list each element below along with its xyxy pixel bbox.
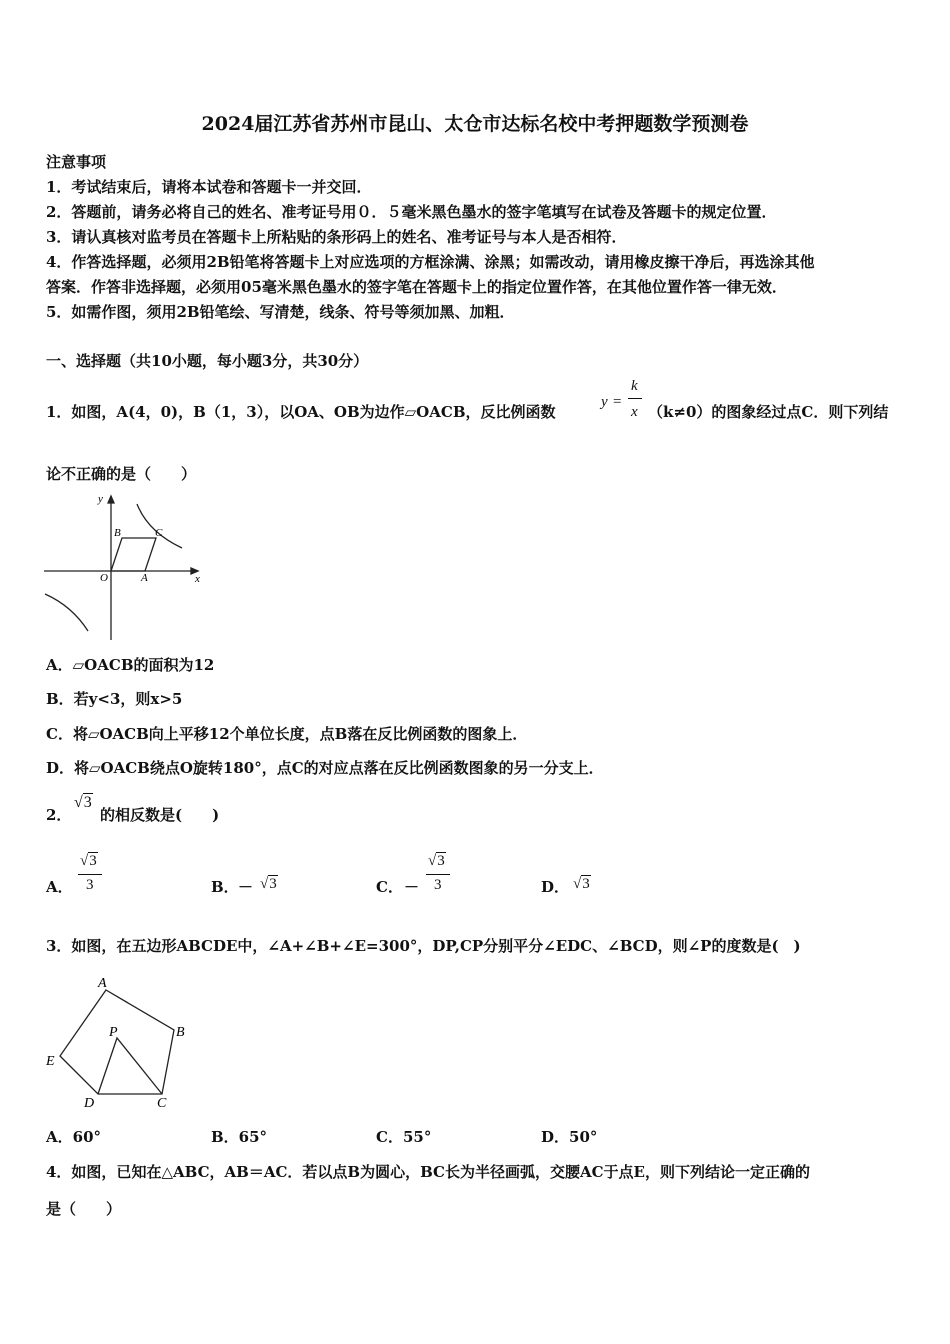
y-axis-arrow (108, 496, 114, 503)
q2-option-b-sign: － (238, 878, 254, 896)
notice-item: 3．请认真核对监考员在答题卡上所粘贴的条形码上的姓名、准考证号与本人是否相符． (46, 228, 627, 246)
q2-number: 2． (46, 806, 72, 824)
label-b: B (114, 527, 121, 539)
q2-option-d-value: √3 (573, 876, 590, 892)
q3-option-b[interactable]: B．65° (211, 1128, 268, 1146)
q2-option-b-label[interactable]: B． (211, 878, 239, 896)
angle-bisectors-dp-cp (98, 1038, 162, 1094)
q1-stem-part2: （k≠0）的图象经过点C．则下列结 (648, 403, 889, 421)
q1-option-b[interactable]: B．若y<3，则x>5 (46, 690, 183, 708)
q1-formula-numerator: k (631, 378, 638, 394)
radical-sign: √ (260, 876, 269, 892)
fraction-bar (426, 874, 450, 875)
label-x: x (195, 573, 200, 585)
radical-sign: √ (74, 794, 83, 811)
q1-formula-y: y (601, 394, 608, 410)
q1-formula-denominator: x (631, 404, 638, 420)
notice-heading: 注意事项 (46, 153, 107, 171)
q2-option-a-label[interactable]: A． (46, 878, 73, 896)
q2-option-a-denominator: 3 (86, 877, 94, 893)
q1-option-c[interactable]: C．将▱OACB向上平移12个单位长度，点B落在反比例函数的图象上． (46, 725, 528, 743)
q2-sqrt (74, 794, 93, 812)
q2-option-b-value: √3 (260, 876, 277, 892)
q1-figure (40, 490, 210, 645)
q3-figure (40, 968, 210, 1113)
hyperbola-branch-1 (137, 504, 182, 548)
q2-option-d-label[interactable]: D． (541, 878, 570, 896)
q1-option-d[interactable]: D．将▱OACB绕点O旋转180°，点C的对应点落在反比例函数图象的另一分支上． (46, 759, 604, 777)
q2-stem: 的相反数是( ) (100, 806, 220, 824)
label-c: C (155, 527, 163, 539)
label-b: B (176, 1025, 185, 1040)
section-heading: 一、选择题（共10小题，每小题3分，共30分） (46, 352, 369, 370)
radical-sign: √ (80, 853, 89, 869)
fraction-bar (78, 874, 102, 875)
q3-option-a[interactable]: A．60° (46, 1128, 102, 1146)
q1-formula-eq: = (613, 394, 622, 410)
q4-stem-line1: 4．如图，已知在△ABC，AB＝AC．若以点B为圆心，BC长为半径画弧，交腰AC于点E，则下列结论一定正确的 (46, 1163, 810, 1181)
radical-sign: √ (428, 853, 437, 869)
label-d: D (84, 1096, 95, 1111)
pentagon-abcde (60, 990, 174, 1094)
radical-sign: √ (573, 876, 582, 892)
label-y: y (98, 493, 103, 505)
q1-formula-fraction-bar (628, 398, 642, 399)
parallelogram-oacb (111, 538, 156, 571)
q2-option-c-numerator: √3 (428, 853, 445, 869)
notice-item: 4．作答选择题，必须用2B铅笔将答题卡上对应选项的方框涂满、涂黑；如需改动，请用橡皮擦干净后，再选涂其他 (46, 253, 815, 271)
q2-option-c-label[interactable]: C． (376, 878, 403, 896)
label-o: O (100, 572, 108, 584)
notice-item: 1．考试结束后，请将本试卷和答题卡一并交回． (46, 178, 372, 196)
q3-stem: 3．如图，在五边形ABCDE中，∠A+∠B+∠E=300°，DP,CP分别平分∠EDC、∠BCD，则∠P的度数是( ) (46, 937, 801, 955)
q2-radicand: 3 (83, 794, 92, 811)
notice-item: 2．答题前，请务必将自己的姓名、准考证号用０．５毫米黑色墨水的签字笔填写在试卷及答题卡的规定位置． (46, 203, 777, 221)
hyperbola-branch-2 (45, 594, 88, 631)
q1-option-a[interactable]: A．▱OACB的面积为12 (46, 656, 215, 674)
label-a: A (98, 976, 107, 991)
q1-stem-part3: 论不正确的是（ ） (46, 465, 197, 483)
label-a: A (141, 572, 148, 584)
notice-item: 5．如需作图，须用2B铅笔绘、写清楚，线条、符号等须加黑、加粗． (46, 303, 515, 321)
notice-item: 答案．作答非选择题，必须用05毫米黑色墨水的签字笔在答题卡上的指定位置作答，在其他位置作答一律无效． (46, 278, 787, 296)
page-title: 2024届江苏省苏州市昆山、太仓市达标名校中考押题数学预测卷 (201, 113, 749, 135)
q3-option-d[interactable]: D．50° (541, 1128, 598, 1146)
q1-stem-part1: 1．如图，A(4，0)，B（1，3），以OA、OB为边作▱OACB，反比例函数 (46, 403, 556, 421)
q2-option-c-denominator: 3 (434, 877, 442, 893)
label-c: C (157, 1096, 167, 1111)
q2-option-a-numerator: √3 (80, 853, 97, 869)
q3-option-c[interactable]: C．55° (376, 1128, 432, 1146)
q4-stem-line2: 是（ ） (46, 1200, 122, 1218)
label-e: E (46, 1054, 55, 1069)
q2-option-c-sign: － (404, 878, 420, 896)
label-p: P (109, 1025, 118, 1040)
